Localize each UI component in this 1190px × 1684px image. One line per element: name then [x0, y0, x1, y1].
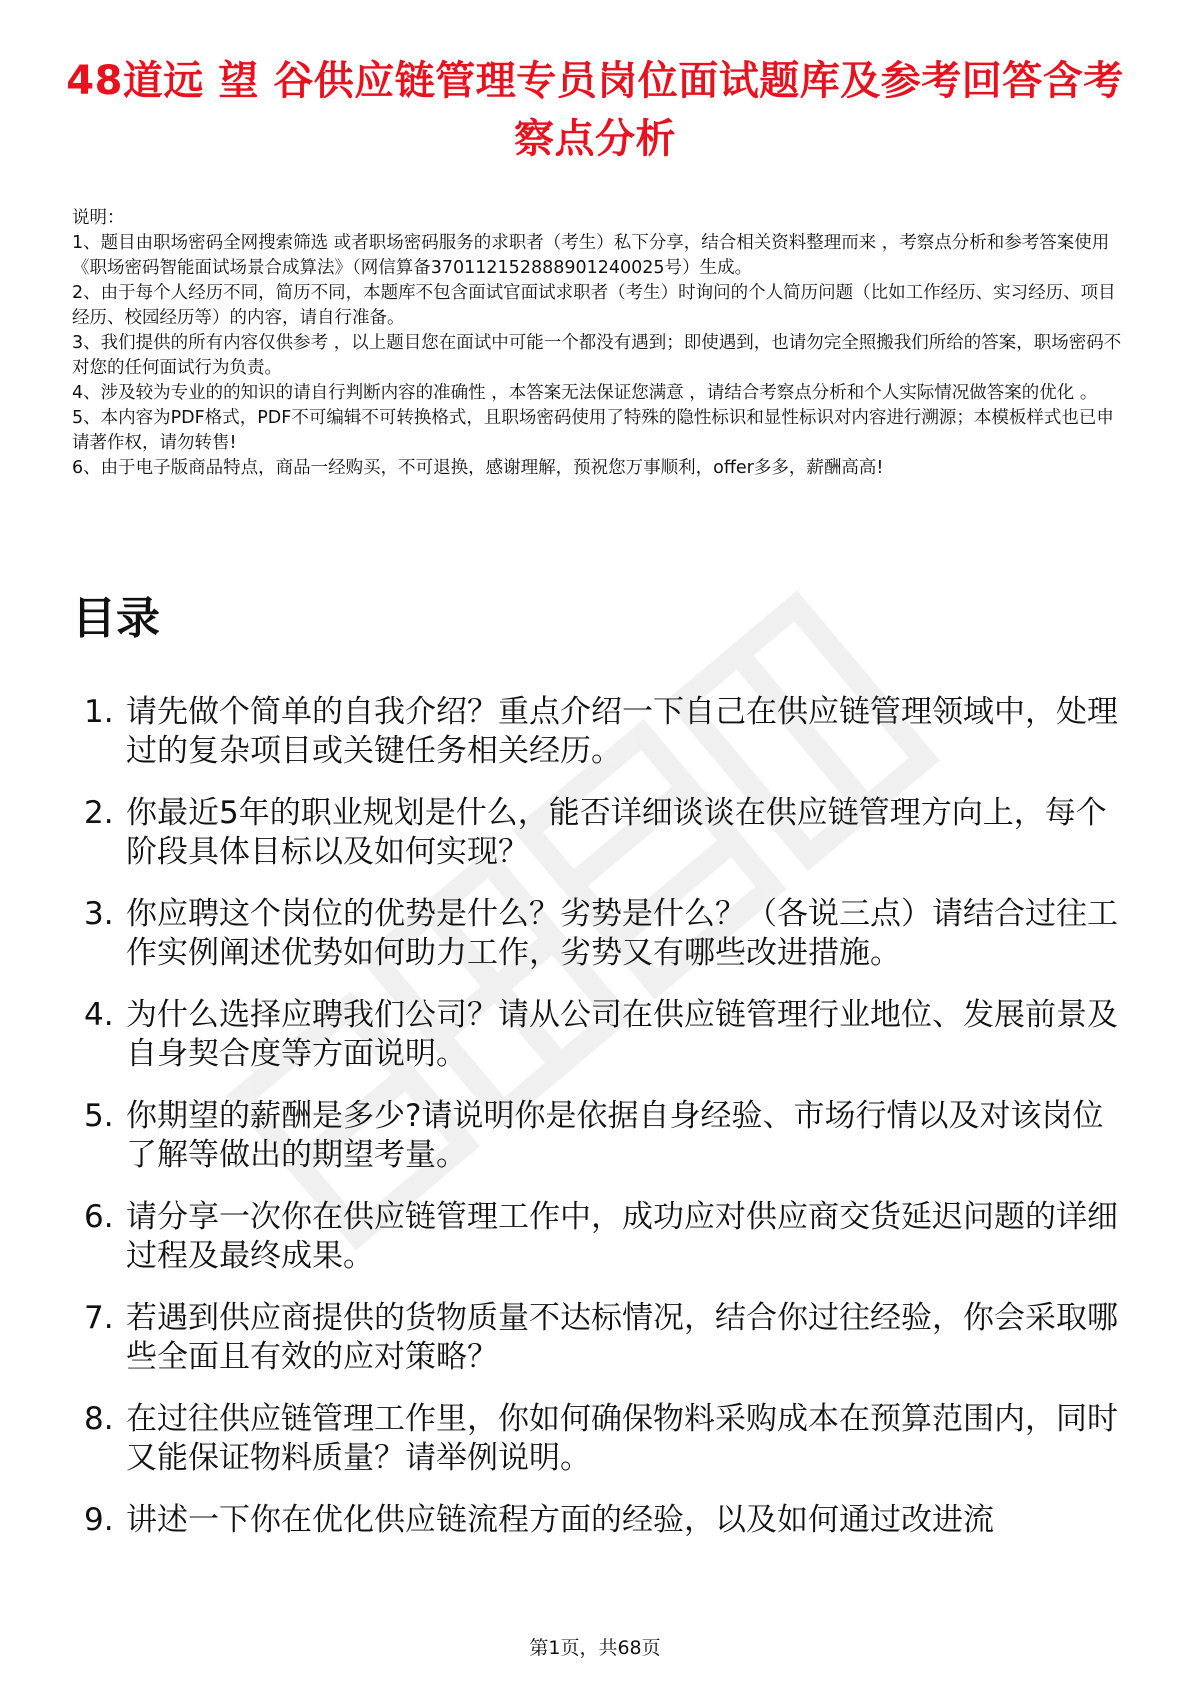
- toc-item-number: 9.: [84, 1502, 114, 1538]
- toc-item-text: 你最近5年的职业规划是什么，能否详细谈谈在供应链管理方向上，每个阶段具体目标以及如何实现？: [126, 795, 1107, 870]
- toc-item-text: 为什么选择应聘我们公司？请从公司在供应链管理行业地位、发展前景及自身契合度等方面说明。: [126, 997, 1118, 1072]
- toc-item-number: 3.: [84, 896, 114, 932]
- toc-item-text: 请分享一次你在供应链管理工作中，成功应对供应商交货延迟问题的详细过程及最终成果。: [126, 1199, 1118, 1274]
- toc-list: [72, 693, 1132, 1563]
- toc-item-text: 你期望的薪酬是多少?请说明你是依据自身经验、市场行情以及对该岗位了解等做出的期望考量。: [126, 1098, 1104, 1173]
- document-title: 48道远 望 谷供应链管理专员岗位面试题库及参考回答含考察点分析: [66, 58, 1124, 162]
- note-item: 6、由于电子版商品特点，商品一经购买，不可退换，感谢理解，预祝您万事顺利，offer多多，薪酬高高!: [72, 458, 884, 478]
- toc-item-text: 你应聘这个岗位的优势是什么？劣势是什么？（各说三点）请结合过往工作实例阐述优势如何助力工作，劣势又有哪些改进措施。: [126, 896, 1118, 971]
- toc-item-text: 请先做个简单的自我介绍？重点介绍一下自己在供应链管理领域中，处理过的复杂项目或关键任务相关经历。: [126, 694, 1118, 769]
- toc-item[interactable]: [72, 794, 1132, 872]
- page-footer: 第1页，共68页: [529, 1637, 661, 1659]
- toc-item-number: 1.: [84, 694, 114, 730]
- toc-item-number: 6.: [84, 1199, 114, 1235]
- notes-section: [72, 206, 1124, 481]
- toc-item-text: 若遇到供应商提供的货物质量不达标情况，结合你过往经验，你会采取哪些全面且有效的应对策略？: [126, 1300, 1118, 1375]
- toc-item[interactable]: [72, 1501, 1132, 1540]
- toc-item[interactable]: [72, 693, 1132, 771]
- toc-item-number: 2.: [84, 795, 114, 831]
- toc-item[interactable]: [72, 1400, 1132, 1478]
- toc-item-text: 在过往供应链管理工作里，你如何确保物料采购成本在预算范围内，同时又能保证物料质量？请举例说明。: [126, 1401, 1118, 1476]
- toc-item-number: 4.: [84, 997, 114, 1033]
- toc-item[interactable]: [72, 1299, 1132, 1377]
- toc-heading: 目录: [72, 593, 160, 644]
- notes-heading: 说明：: [72, 208, 125, 228]
- toc-item-text: 讲述一下你在优化供应链流程方面的经验，以及如何通过改进流: [126, 1502, 994, 1538]
- toc-item-number: 7.: [84, 1300, 114, 1336]
- note-item: 3、我们提供的所有内容仅供参考 ，以上题目您在面试中可能一个都没有遇到；即使遇到，也请勿完全照搬我们所给的答案，职场密码不对您的任何面试行为负责。: [72, 333, 1122, 378]
- toc-item[interactable]: [72, 895, 1132, 973]
- note-item: 2、由于每个人经历不同，简历不同，本题库不包含面试官面试求职者（考生）时询问的个人简历问题（比如工作经历、实习经历、项目经历、校园经历等）的内容，请自行准备。: [72, 283, 1116, 328]
- note-item: 1、题目由职场密码全网搜索筛选 或者职场密码服务的求职者（考生）私下分享，结合相关资料整理而来 ，考察点分析和参考答案使用《职场密码智能面试场景合成算法》（网信算备370112152888901240025号）生成。: [72, 233, 1110, 278]
- toc-item[interactable]: [72, 1097, 1132, 1175]
- note-item: 4、涉及较为专业的的知识的请自行判断内容的准确性 ，本答案无法保证您满意 ，请结合考察点分析和个人实际情况做答案的优化 。: [72, 383, 1098, 403]
- toc-item-number: 8.: [84, 1401, 114, 1437]
- toc-item-number: 5.: [84, 1098, 114, 1134]
- note-item: 5、本内容为PDF格式，PDF不可编辑不可转换格式，且职场密码使用了特殊的隐性标识和显性标识对内容进行溯源；本模板样式也已申请著作权，请勿转售!: [72, 408, 1114, 453]
- toc-item[interactable]: [72, 996, 1132, 1074]
- toc-item[interactable]: [72, 1198, 1132, 1276]
